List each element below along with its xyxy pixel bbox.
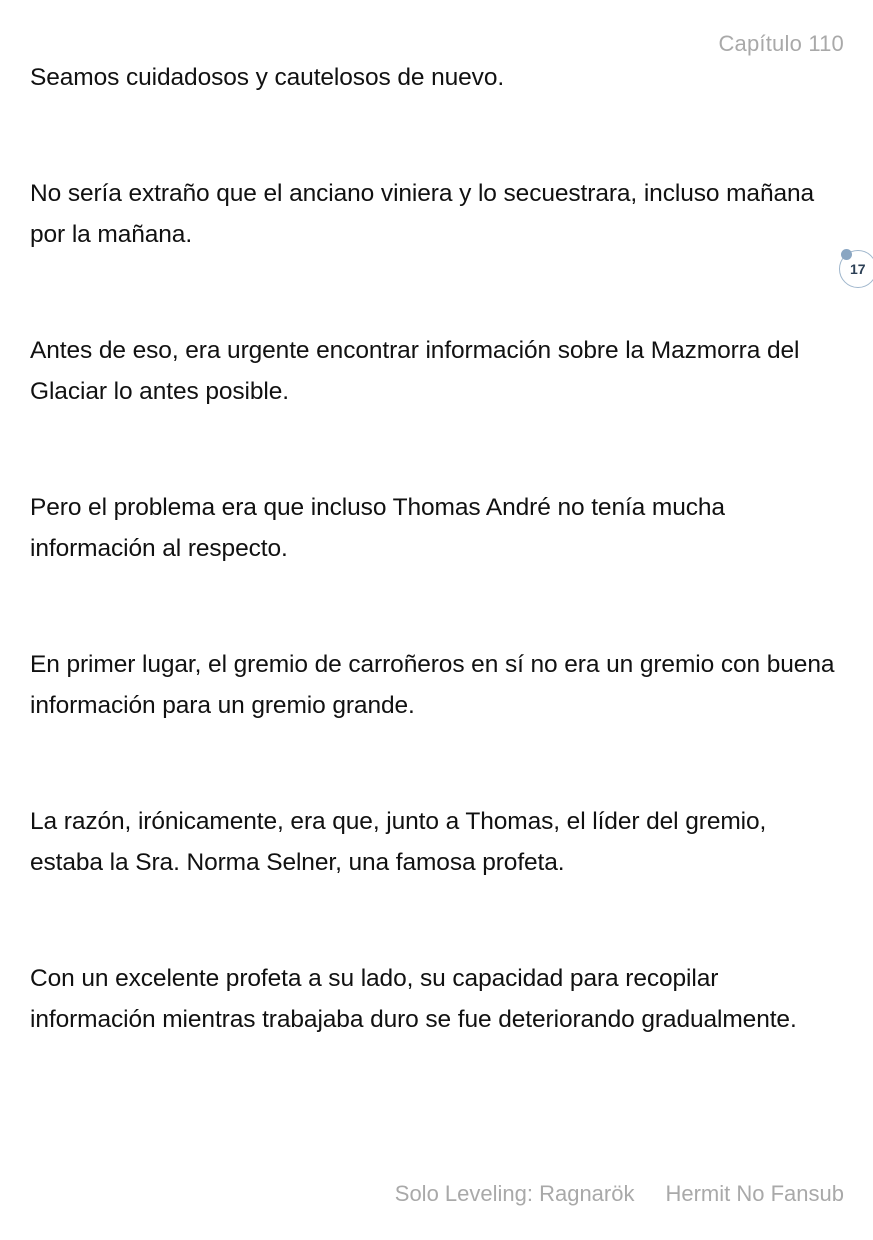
paragraph: Con un excelente profeta a su lado, su capacidad para recopilar información mientras trabajaba duro se fue deteriorando gradualmente. — [30, 964, 797, 1033]
paragraph: No sería extraño que el anciano viniera y lo secuestrara, incluso mañana por la mañana. — [30, 179, 815, 248]
paragraph: Seamos cuidadosos y cautelosos de nuevo. — [30, 64, 505, 91]
reading-content — [30, 57, 840, 1115]
translator-credit: Hermit No Fansub — [665, 1181, 844, 1206]
book-title: Solo Leveling: Ragnarök — [394, 1181, 635, 1206]
page-number: 17 — [850, 261, 866, 277]
paragraph: En primer lugar, el gremio de carroñeros en sí no era un gremio con buena información para un gremio grande. — [30, 650, 835, 719]
paragraph: Antes de eso, era urgente encontrar información sobre la Mazmorra del Glaciar lo antes posible. — [30, 336, 800, 405]
chapter-title: Capítulo 110 — [718, 31, 844, 56]
paragraph: La razón, irónicamente, era que, junto a Thomas, el líder del gremio, estaba la Sra. Norma Selner, una famosa profeta. — [30, 807, 767, 876]
progress-dot-icon — [841, 249, 852, 260]
paragraph: Pero el problema era que incluso Thomas André no tenía mucha información al respecto. — [30, 493, 725, 562]
footer — [395, 1181, 844, 1207]
